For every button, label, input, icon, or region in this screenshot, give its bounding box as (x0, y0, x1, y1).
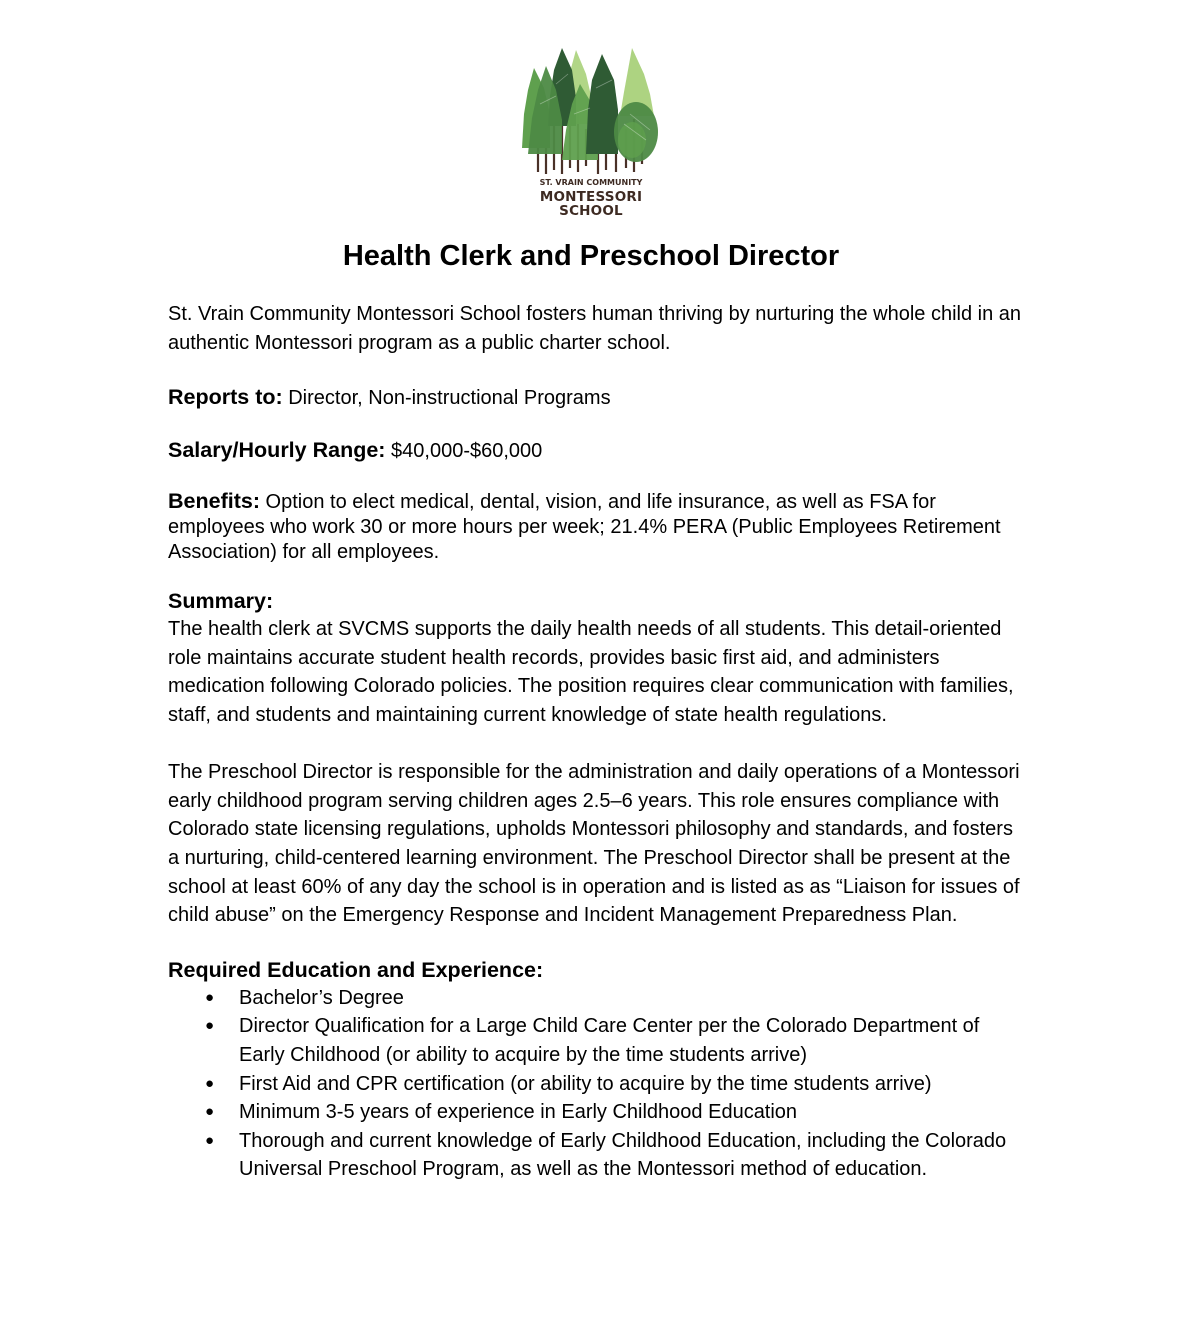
list-item (168, 1070, 1028, 1099)
page-title: Health Clerk and Preschool Director (342, 240, 840, 272)
salary-value: $40,000-$60,000 (391, 440, 543, 463)
trees-icon (520, 44, 662, 178)
list-item (168, 1127, 1028, 1184)
logo-text-line1: ST. VRAIN COMMUNITY (539, 178, 643, 187)
list-item-text: First Aid and CPR certification (or ability to acquire by the time students arrive) (239, 1072, 932, 1095)
list-item (168, 1012, 1028, 1069)
bullet-icon: ● (205, 988, 215, 1006)
benefits-label: Benefits: (168, 489, 260, 514)
list-item (168, 1098, 1028, 1127)
bullet-icon: ● (205, 1131, 215, 1149)
reports-to-value: Director, Non-instructional Programs (288, 387, 611, 410)
list-item-text: Minimum 3-5 years of experience in Early Childhood Education (239, 1101, 798, 1124)
summary-paragraph-preschool-director: The Preschool Director is responsible for the administration and daily operations of a Montessori early childhood program serving children ages 2.5–6 years. This role ensures compliance with Colorado state licensing regulations, upholds Montessori philosophy and standards, and fosters a nurturing, child-centered learning environment. The Preschool Director shall be present at the school at least 60% of any day the school is in operation and is listed as as “Liaison for issues of child abuse” on the Emergency Response and Incident Management Preparedness Plan. (168, 761, 1020, 927)
reports-to-label: Reports to: (168, 385, 283, 410)
mission-statement: St. Vrain Community Montessori School fosters human thriving by nurturing the whole child in an authentic Montessori program as a public charter school. (168, 303, 1021, 354)
requirements-heading: Required Education and Experience: (168, 957, 544, 982)
bullet-icon: ● (205, 1017, 215, 1035)
list-item-text: Bachelor’s Degree (239, 986, 404, 1009)
document-body (168, 300, 1028, 1184)
bullet-icon: ● (205, 1074, 215, 1092)
benefits-value: Option to elect medical, dental, vision, and life insurance, as well as FSA for employees who work 30 or more hours per week; 21.4% PERA (Public Employees Retirement Association) for all employees. (168, 491, 1001, 564)
salary-label: Salary/Hourly Range: (168, 438, 386, 463)
benefits (168, 489, 1028, 565)
list-item (168, 984, 1028, 1013)
logo-text-line3: SCHOOL (559, 203, 623, 219)
requirements-list (168, 984, 1028, 1184)
reports-to (168, 383, 1028, 413)
summary-paragraph-health-clerk: The health clerk at SVCMS supports the daily health needs of all students. This detail-oriented role maintains accurate student health records, provides basic first aid, and administers medication following Colorado policies. The position requires clear communication with families, staff, and students and maintaining current knowledge of state health regulations. (168, 618, 1014, 726)
bullet-icon: ● (205, 1103, 215, 1121)
salary-range (168, 436, 1028, 466)
summary-heading: Summary: (168, 589, 274, 614)
list-item-text: Thorough and current knowledge of Early Childhood Education, including the Colorado Universal Preschool Program, as well as the Montessori method of education. (239, 1129, 1007, 1181)
list-item-text: Director Qualification for a Large Child Care Center per the Colorado Department of Early Childhood (or ability to acquire by the time students arrive) (239, 1015, 980, 1066)
school-logo (520, 44, 662, 220)
logo-text-line2: MONTESSORI (539, 189, 643, 205)
